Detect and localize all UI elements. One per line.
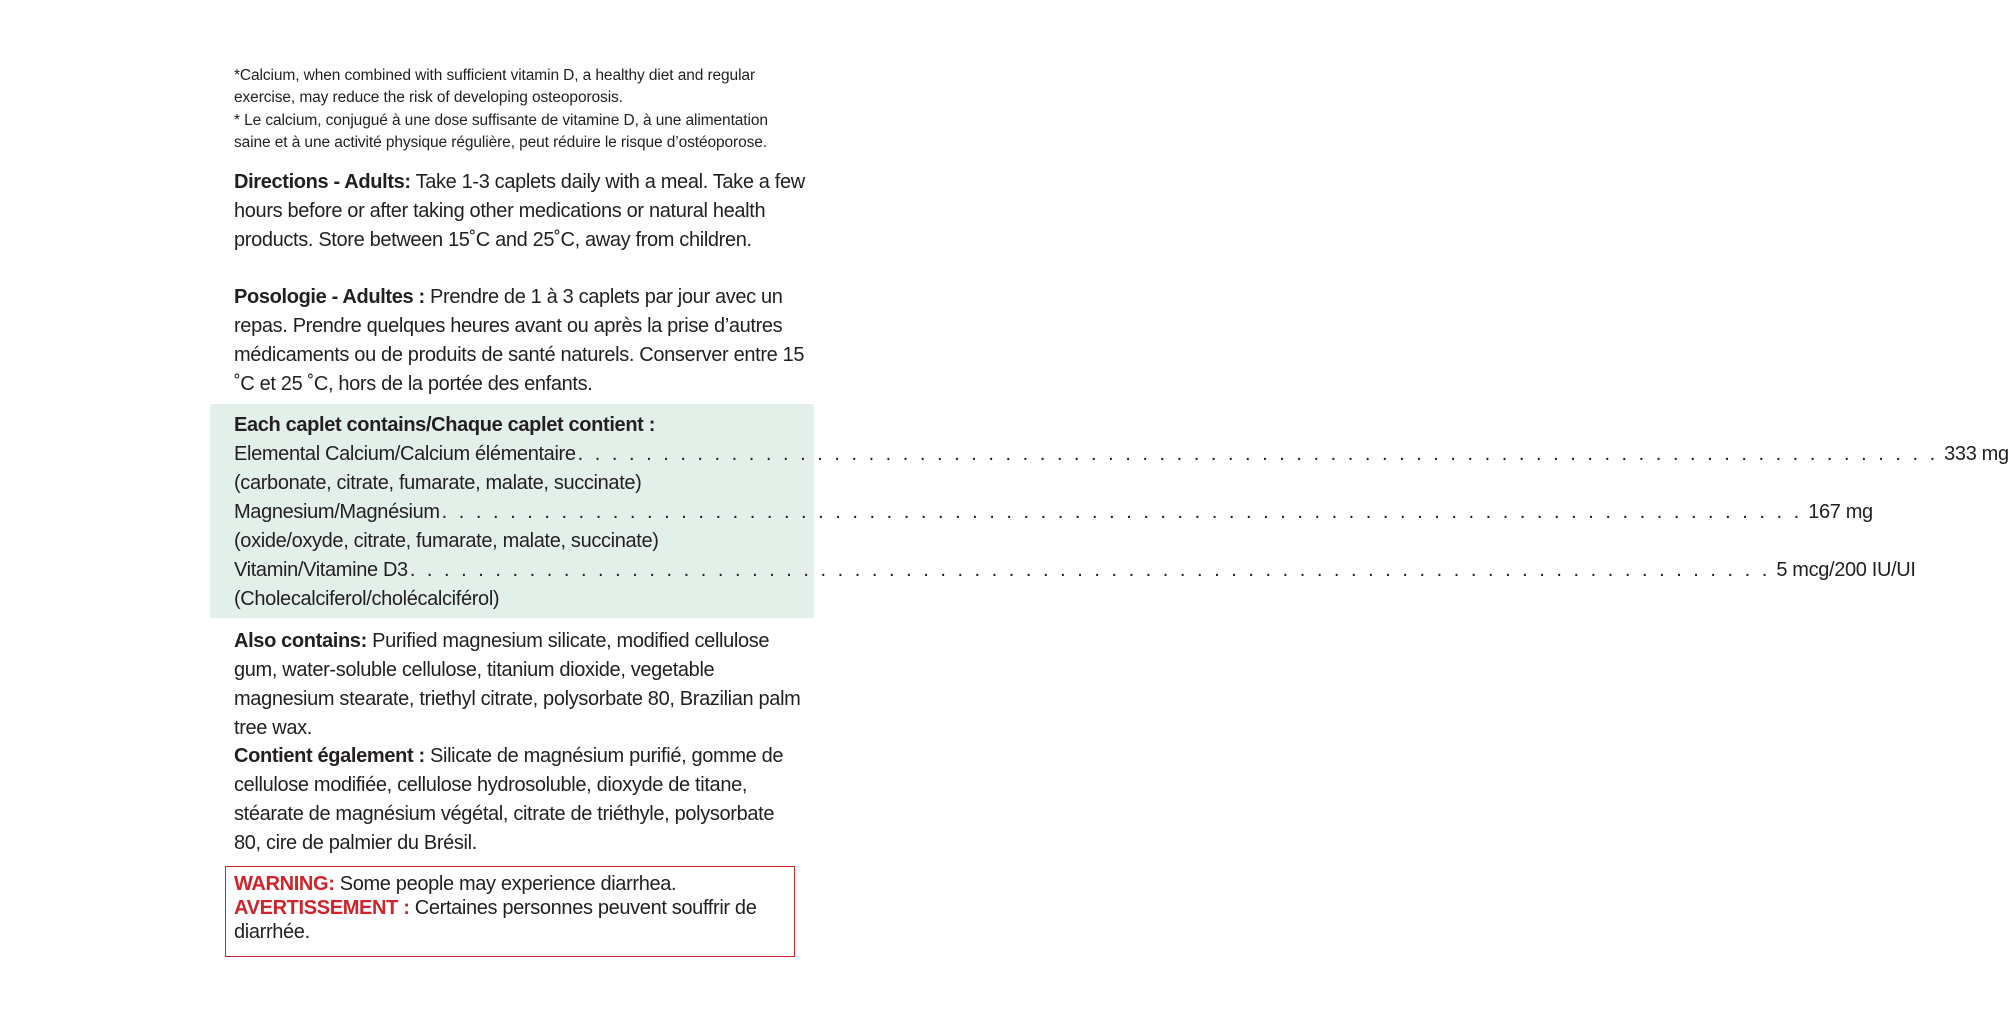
osteoporosis-claim-en: *Calcium, when combined with sufficient vitamin D, a healthy diet and regular exercise, may reduce the risk of developing osteoporosis.	[234, 67, 756, 106]
ingredient-amount: 333 mg	[1944, 443, 2009, 465]
ingredient-row	[234, 440, 2009, 469]
leader-dots: . . . . . . . . . . . . . . . . . . . . . . . . . . . . . . . . . . . . . . . . . . . . . . . . . . . . . . . . . . . . . . . . . . . . . . . . . . . . . . . .	[577, 443, 1939, 465]
warning-en-label: WARNING:	[234, 873, 335, 895]
warning-en-text: Some people may experience diarrhea.	[334, 873, 677, 895]
ingredient-amount: 5 mcg/200 IU/UI	[1776, 559, 1916, 581]
ingredient-source: (oxide/oxyde, citrate, fumarate, malate, succinate)	[234, 530, 659, 552]
warning-text	[234, 872, 790, 944]
also-contains-fr-text: Silicate de magnésium purifié, gomme de cellulose modifiée, cellulose hydrosoluble, dioxyde de titane, stéarate de magnésium végétal, citrate de triéthyle, polysorbate 80, cire de palmier du Brésil.	[234, 745, 784, 854]
also-contains-fr	[234, 742, 806, 858]
directions-en-text: Take 1-3 caplets daily with a meal. Take a few hours before or after taking other medications or natural health products. Store between 15˚C and 25˚C, away from children.	[234, 171, 805, 251]
leader-dots: . . . . . . . . . . . . . . . . . . . . . . . . . . . . . . . . . . . . . . . . . . . . . . . . . . . . . . . . . . . . . . . . . . . . . . . . . . . . . . . .	[441, 501, 1803, 523]
directions-fr-text: Prendre de 1 à 3 caplets par jour avec un repas. Prendre quelques heures avant ou après la prise d’autres médicaments ou de produits de santé naturels. Conserver entre 15 ˚C et 25 ˚C, hors de la portée des enfants.	[234, 286, 805, 395]
ingredient-row	[234, 498, 1873, 527]
also-contains-en-label: Also contains:	[234, 630, 367, 652]
warning-fr-text: Certaines personnes peuvent souffrir de diarrhée.	[234, 897, 757, 943]
ingredient-row	[234, 556, 1916, 585]
directions-fr	[234, 283, 806, 399]
ingredients-list	[234, 411, 2009, 614]
ingredient-name: Vitamin/Vitamine D3	[234, 559, 408, 581]
directions-en	[234, 168, 806, 255]
warning-fr-label: AVERTISSEMENT :	[234, 897, 410, 919]
also-contains-fr-label: Contient également :	[234, 745, 425, 767]
also-contains-en-text: Purified magnesium silicate, modified cellulose gum, water-soluble cellulose, titanium dioxide, vegetable magnesium stearate, triethyl citrate, polysorbate 80, Brazilian palm tree wax.	[234, 630, 801, 739]
ingredient-amount: 167 mg	[1808, 501, 1873, 523]
also-contains-en	[234, 627, 806, 743]
osteoporosis-claim-fr: * Le calcium, conjugué à une dose suffisante de vitamine D, à une alimentation saine et à une activité physique régulière, peut réduire le risque d’ostéoporose.	[234, 112, 768, 151]
leader-dots: . . . . . . . . . . . . . . . . . . . . . . . . . . . . . . . . . . . . . . . . . . . . . . . . . . . . . . . . . . . . . . . . . . . . . . . . . . . . . . . .	[409, 559, 1771, 581]
directions-fr-label: Posologie - Adultes :	[234, 286, 425, 308]
ingredient-name: Elemental Calcium/Calcium élémentaire	[234, 443, 576, 465]
directions-en-label: Directions - Adults:	[234, 171, 411, 193]
ingredient-source: (carbonate, citrate, fumarate, malate, succinate)	[234, 472, 642, 494]
ingredient-name: Magnesium/Magnésium	[234, 501, 440, 523]
ingredients-heading: Each caplet contains/Chaque caplet contient :	[234, 414, 656, 436]
ingredient-source: (Cholecalciferol/cholécalciférol)	[234, 588, 500, 610]
